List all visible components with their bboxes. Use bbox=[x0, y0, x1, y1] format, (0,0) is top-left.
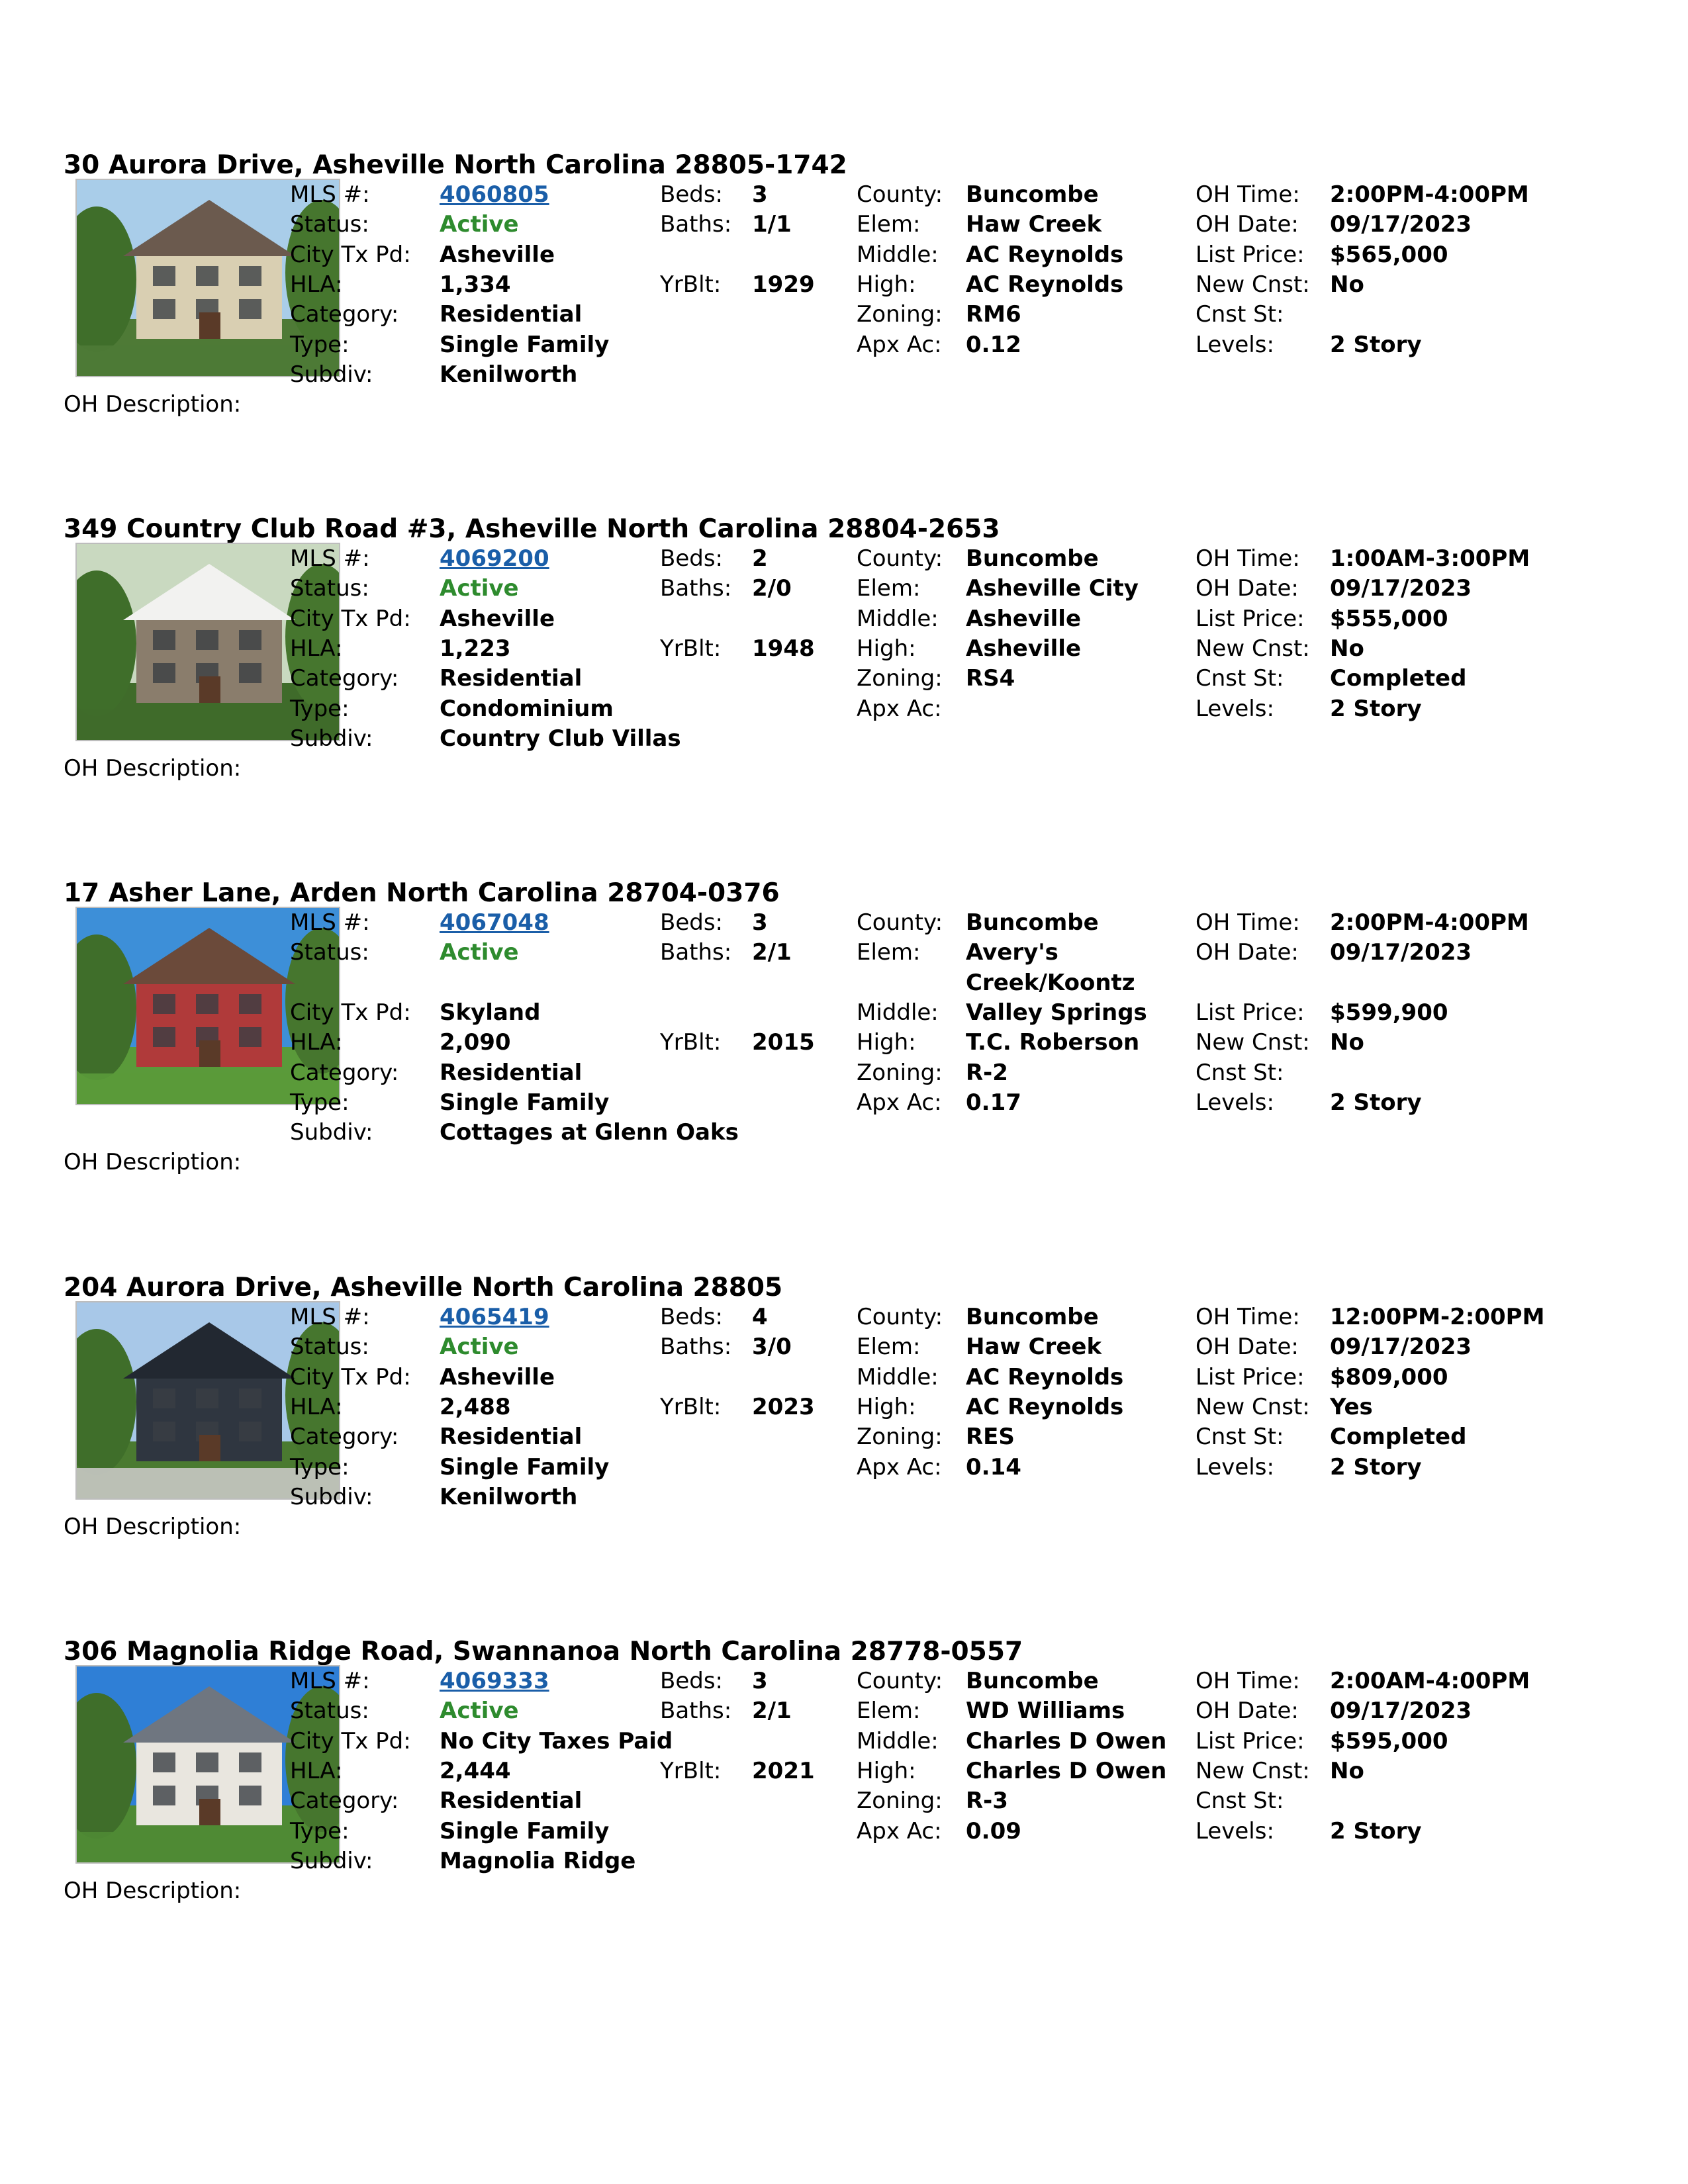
category-label: Category: bbox=[290, 665, 399, 692]
yrblt-value: 1948 bbox=[752, 635, 815, 662]
oh-date-label: OH Date: bbox=[1196, 939, 1299, 966]
city-tx-label: City Tx Pd: bbox=[290, 1727, 411, 1754]
hla-value: 2,090 bbox=[440, 1029, 511, 1056]
listing-address: 17 Asher Lane, Arden North Carolina 28704-0376 bbox=[64, 878, 780, 908]
city-tx-value: No City Taxes Paid bbox=[440, 1727, 673, 1754]
baths-label: Baths: bbox=[660, 939, 732, 966]
high-value: Charles D Owen bbox=[966, 1757, 1167, 1784]
type-value: Single Family bbox=[440, 1089, 610, 1116]
oh-time-value: 2:00PM-4:00PM bbox=[1330, 909, 1529, 936]
oh-time-value: 2:00PM-4:00PM bbox=[1330, 181, 1529, 208]
levels-label: Levels: bbox=[1196, 1089, 1274, 1116]
beds-value: 3 bbox=[752, 1668, 768, 1694]
list-price-value: $809,000 bbox=[1330, 1363, 1448, 1390]
hla-value: 1,334 bbox=[440, 271, 511, 298]
yrblt-value: 2021 bbox=[752, 1757, 815, 1784]
levels-value: 2 Story bbox=[1330, 1089, 1422, 1116]
middle-value: Valley Springs bbox=[966, 999, 1147, 1026]
apx-ac-value: 0.09 bbox=[966, 1817, 1021, 1844]
county-value: Buncombe bbox=[966, 1668, 1099, 1694]
type-label: Type: bbox=[290, 331, 350, 358]
oh-time-label: OH Time: bbox=[1196, 1668, 1300, 1694]
status-value: Active bbox=[440, 1698, 519, 1725]
yrblt-value: 1929 bbox=[752, 271, 815, 298]
list-price-value: $555,000 bbox=[1330, 605, 1448, 632]
elem-value: Asheville City bbox=[966, 575, 1139, 602]
oh-time-value: 2:00AM-4:00PM bbox=[1330, 1668, 1530, 1694]
county-label: County: bbox=[857, 181, 943, 208]
listing-card bbox=[64, 514, 1652, 805]
middle-label: Middle: bbox=[857, 605, 939, 632]
cnst-st-value: Completed bbox=[1330, 1424, 1467, 1451]
apx-ac-label: Apx Ac: bbox=[857, 695, 942, 722]
subdiv-value: Country Club Villas bbox=[440, 725, 681, 752]
oh-description-label: OH Description: bbox=[64, 755, 242, 782]
baths-value: 2/1 bbox=[752, 1698, 792, 1725]
levels-value: 2 Story bbox=[1330, 1453, 1422, 1480]
oh-date-value: 09/17/2023 bbox=[1330, 1334, 1472, 1361]
baths-label: Baths: bbox=[660, 211, 732, 238]
new-cnst-label: New Cnst: bbox=[1196, 635, 1310, 662]
beds-label: Beds: bbox=[660, 909, 723, 936]
zoning-value: R-3 bbox=[966, 1788, 1008, 1815]
listing-address: 306 Magnolia Ridge Road, Swannanoa North Carolina 28778-0557 bbox=[64, 1637, 1023, 1666]
beds-label: Beds: bbox=[660, 1304, 723, 1330]
list-price-label: List Price: bbox=[1196, 1727, 1305, 1754]
middle-value: AC Reynolds bbox=[966, 1363, 1124, 1390]
county-label: County: bbox=[857, 909, 943, 936]
mls-number-link[interactable]: 4067048 bbox=[440, 909, 549, 936]
hla-value: 1,223 bbox=[440, 635, 511, 662]
middle-label: Middle: bbox=[857, 1727, 939, 1754]
list-price-value: $599,900 bbox=[1330, 999, 1448, 1026]
listing-card bbox=[64, 1272, 1652, 1563]
type-value: Single Family bbox=[440, 1817, 610, 1844]
status-value: Active bbox=[440, 1334, 519, 1361]
new-cnst-label: New Cnst: bbox=[1196, 1029, 1310, 1056]
zoning-label: Zoning: bbox=[857, 301, 943, 328]
type-label: Type: bbox=[290, 1453, 350, 1480]
subdiv-label: Subdiv: bbox=[290, 1119, 373, 1146]
oh-date-label: OH Date: bbox=[1196, 1698, 1299, 1725]
new-cnst-value: Yes bbox=[1330, 1393, 1373, 1420]
levels-label: Levels: bbox=[1196, 695, 1274, 722]
new-cnst-value: No bbox=[1330, 271, 1364, 298]
hla-value: 2,444 bbox=[440, 1757, 511, 1784]
yrblt-label: YrBlt: bbox=[660, 1393, 722, 1420]
list-price-value: $565,000 bbox=[1330, 241, 1448, 268]
list-price-label: List Price: bbox=[1196, 1363, 1305, 1390]
middle-label: Middle: bbox=[857, 999, 939, 1026]
subdiv-label: Subdiv: bbox=[290, 1483, 373, 1510]
new-cnst-value: No bbox=[1330, 1029, 1364, 1056]
baths-value: 3/0 bbox=[752, 1334, 792, 1361]
high-label: High: bbox=[857, 1393, 916, 1420]
subdiv-label: Subdiv: bbox=[290, 1847, 373, 1874]
category-label: Category: bbox=[290, 1424, 399, 1451]
category-value: Residential bbox=[440, 1788, 583, 1815]
city-tx-label: City Tx Pd: bbox=[290, 999, 411, 1026]
high-label: High: bbox=[857, 635, 916, 662]
oh-time-value: 1:00AM-3:00PM bbox=[1330, 545, 1530, 572]
high-label: High: bbox=[857, 1029, 916, 1056]
apx-ac-label: Apx Ac: bbox=[857, 1453, 942, 1480]
subdiv-value: Magnolia Ridge bbox=[440, 1847, 636, 1874]
listing-address: 204 Aurora Drive, Asheville North Carolina 28805 bbox=[64, 1273, 783, 1302]
hla-label: HLA: bbox=[290, 1757, 343, 1784]
elem-label: Elem: bbox=[857, 1698, 921, 1725]
high-value: AC Reynolds bbox=[966, 1393, 1124, 1420]
listing-card bbox=[64, 150, 1652, 441]
status-label: Status: bbox=[290, 575, 369, 602]
high-value: Asheville bbox=[966, 635, 1082, 662]
type-value: Single Family bbox=[440, 1453, 610, 1480]
beds-label: Beds: bbox=[660, 181, 723, 208]
yrblt-label: YrBlt: bbox=[660, 1757, 722, 1784]
type-label: Type: bbox=[290, 1089, 350, 1116]
mls-label: MLS #: bbox=[290, 1668, 370, 1694]
oh-date-value: 09/17/2023 bbox=[1330, 1698, 1472, 1725]
status-label: Status: bbox=[290, 1334, 369, 1361]
levels-label: Levels: bbox=[1196, 331, 1274, 358]
status-label: Status: bbox=[290, 1698, 369, 1725]
list-price-label: List Price: bbox=[1196, 999, 1305, 1026]
baths-label: Baths: bbox=[660, 575, 732, 602]
levels-value: 2 Story bbox=[1330, 695, 1422, 722]
subdiv-value: Kenilworth bbox=[440, 361, 578, 388]
status-value: Active bbox=[440, 575, 519, 602]
status-label: Status: bbox=[290, 939, 369, 966]
city-tx-value: Asheville bbox=[440, 605, 555, 632]
category-value: Residential bbox=[440, 1059, 583, 1086]
elem-label: Elem: bbox=[857, 211, 921, 238]
category-label: Category: bbox=[290, 301, 399, 328]
oh-description-label: OH Description: bbox=[64, 1514, 242, 1541]
mls-label: MLS #: bbox=[290, 181, 370, 208]
listing-address: 349 Country Club Road #3, Asheville North Carolina 28804-2653 bbox=[64, 514, 1000, 544]
subdiv-label: Subdiv: bbox=[290, 361, 373, 388]
status-label: Status: bbox=[290, 211, 369, 238]
oh-time-label: OH Time: bbox=[1196, 181, 1300, 208]
middle-value: AC Reynolds bbox=[966, 241, 1124, 268]
new-cnst-label: New Cnst: bbox=[1196, 1393, 1310, 1420]
baths-label: Baths: bbox=[660, 1334, 732, 1361]
zoning-label: Zoning: bbox=[857, 1059, 943, 1086]
zoning-value: R-2 bbox=[966, 1059, 1008, 1086]
mls-number-link[interactable]: 4069333 bbox=[440, 1668, 549, 1694]
subdiv-label: Subdiv: bbox=[290, 725, 373, 752]
county-label: County: bbox=[857, 545, 943, 572]
middle-label: Middle: bbox=[857, 241, 939, 268]
beds-value: 3 bbox=[752, 181, 768, 208]
oh-date-value: 09/17/2023 bbox=[1330, 211, 1472, 238]
listing-card bbox=[64, 878, 1652, 1176]
oh-date-value: 09/17/2023 bbox=[1330, 575, 1472, 602]
yrblt-label: YrBlt: bbox=[660, 635, 722, 662]
zoning-value: RM6 bbox=[966, 301, 1021, 328]
county-value: Buncombe bbox=[966, 1304, 1099, 1330]
oh-time-label: OH Time: bbox=[1196, 1304, 1300, 1330]
city-tx-label: City Tx Pd: bbox=[290, 241, 411, 268]
mls-number-link[interactable]: 4060805 bbox=[440, 181, 549, 208]
beds-value: 4 bbox=[752, 1304, 768, 1330]
hla-value: 2,488 bbox=[440, 1393, 511, 1420]
levels-label: Levels: bbox=[1196, 1817, 1274, 1844]
elem-value-line2: Creek/Koontz bbox=[966, 969, 1135, 996]
status-value: Active bbox=[440, 939, 519, 966]
high-label: High: bbox=[857, 271, 916, 298]
oh-date-label: OH Date: bbox=[1196, 1334, 1299, 1361]
oh-date-label: OH Date: bbox=[1196, 575, 1299, 602]
county-label: County: bbox=[857, 1668, 943, 1694]
yrblt-value: 2015 bbox=[752, 1029, 815, 1056]
category-label: Category: bbox=[290, 1788, 399, 1815]
mls-label: MLS #: bbox=[290, 1304, 370, 1330]
mls-label: MLS #: bbox=[290, 909, 370, 936]
city-tx-label: City Tx Pd: bbox=[290, 1363, 411, 1390]
apx-ac-label: Apx Ac: bbox=[857, 331, 942, 358]
cnst-st-label: Cnst St: bbox=[1196, 1424, 1284, 1451]
apx-ac-value: 0.12 bbox=[966, 331, 1021, 358]
hla-label: HLA: bbox=[290, 1393, 343, 1420]
cnst-st-value: Completed bbox=[1330, 665, 1467, 692]
hla-label: HLA: bbox=[290, 635, 343, 662]
county-value: Buncombe bbox=[966, 909, 1099, 936]
baths-value: 1/1 bbox=[752, 211, 792, 238]
county-label: County: bbox=[857, 1304, 943, 1330]
type-label: Type: bbox=[290, 1817, 350, 1844]
hla-label: HLA: bbox=[290, 1029, 343, 1056]
zoning-value: RES bbox=[966, 1424, 1015, 1451]
apx-ac-value: 0.14 bbox=[966, 1453, 1021, 1480]
apx-ac-label: Apx Ac: bbox=[857, 1817, 942, 1844]
beds-value: 2 bbox=[752, 545, 768, 572]
oh-time-value: 12:00PM-2:00PM bbox=[1330, 1304, 1545, 1330]
county-value: Buncombe bbox=[966, 181, 1099, 208]
listing-card bbox=[64, 1636, 1652, 1927]
apx-ac-label: Apx Ac: bbox=[857, 1089, 942, 1116]
zoning-label: Zoning: bbox=[857, 665, 943, 692]
status-value: Active bbox=[440, 211, 519, 238]
elem-value: Haw Creek bbox=[966, 211, 1102, 238]
new-cnst-label: New Cnst: bbox=[1196, 1757, 1310, 1784]
oh-date-label: OH Date: bbox=[1196, 211, 1299, 238]
cnst-st-label: Cnst St: bbox=[1196, 665, 1284, 692]
city-tx-value: Asheville bbox=[440, 241, 555, 268]
zoning-label: Zoning: bbox=[857, 1424, 943, 1451]
middle-value: Asheville bbox=[966, 605, 1082, 632]
yrblt-label: YrBlt: bbox=[660, 1029, 722, 1056]
city-tx-value: Skyland bbox=[440, 999, 541, 1026]
cnst-st-label: Cnst St: bbox=[1196, 301, 1284, 328]
elem-label: Elem: bbox=[857, 939, 921, 966]
hla-label: HLA: bbox=[290, 271, 343, 298]
subdiv-value: Kenilworth bbox=[440, 1483, 578, 1510]
city-tx-label: City Tx Pd: bbox=[290, 605, 411, 632]
high-value: AC Reynolds bbox=[966, 271, 1124, 298]
middle-value: Charles D Owen bbox=[966, 1727, 1167, 1754]
elem-value: Haw Creek bbox=[966, 1334, 1102, 1361]
elem-label: Elem: bbox=[857, 1334, 921, 1361]
baths-value: 2/0 bbox=[752, 575, 792, 602]
apx-ac-value: 0.17 bbox=[966, 1089, 1021, 1116]
mls-label: MLS #: bbox=[290, 545, 370, 572]
yrblt-value: 2023 bbox=[752, 1393, 815, 1420]
type-label: Type: bbox=[290, 695, 350, 722]
oh-description-label: OH Description: bbox=[64, 1149, 242, 1176]
new-cnst-value: No bbox=[1330, 635, 1364, 662]
elem-value: Avery's bbox=[966, 939, 1058, 966]
category-label: Category: bbox=[290, 1059, 399, 1086]
listing-address: 30 Aurora Drive, Asheville North Carolina 28805-1742 bbox=[64, 150, 847, 180]
list-price-label: List Price: bbox=[1196, 241, 1305, 268]
cnst-st-label: Cnst St: bbox=[1196, 1059, 1284, 1086]
cnst-st-label: Cnst St: bbox=[1196, 1788, 1284, 1815]
levels-value: 2 Story bbox=[1330, 331, 1422, 358]
mls-number-link[interactable]: 4065419 bbox=[440, 1304, 549, 1330]
high-value: T.C. Roberson bbox=[966, 1029, 1140, 1056]
middle-label: Middle: bbox=[857, 1363, 939, 1390]
type-value: Single Family bbox=[440, 331, 610, 358]
beds-label: Beds: bbox=[660, 1668, 723, 1694]
county-value: Buncombe bbox=[966, 545, 1099, 572]
category-value: Residential bbox=[440, 1424, 583, 1451]
oh-time-label: OH Time: bbox=[1196, 909, 1300, 936]
baths-value: 2/1 bbox=[752, 939, 792, 966]
list-price-label: List Price: bbox=[1196, 605, 1305, 632]
levels-value: 2 Story bbox=[1330, 1817, 1422, 1844]
yrblt-label: YrBlt: bbox=[660, 271, 722, 298]
oh-date-value: 09/17/2023 bbox=[1330, 939, 1472, 966]
elem-value: WD Williams bbox=[966, 1698, 1125, 1725]
city-tx-value: Asheville bbox=[440, 1363, 555, 1390]
category-value: Residential bbox=[440, 301, 583, 328]
beds-value: 3 bbox=[752, 909, 768, 936]
beds-label: Beds: bbox=[660, 545, 723, 572]
subdiv-value: Cottages at Glenn Oaks bbox=[440, 1119, 739, 1146]
oh-description-label: OH Description: bbox=[64, 391, 242, 418]
category-value: Residential bbox=[440, 665, 583, 692]
oh-description-label: OH Description: bbox=[64, 1878, 242, 1905]
list-price-value: $595,000 bbox=[1330, 1727, 1448, 1754]
high-label: High: bbox=[857, 1757, 916, 1784]
mls-number-link[interactable]: 4069200 bbox=[440, 545, 549, 572]
zoning-value: RS4 bbox=[966, 665, 1015, 692]
levels-label: Levels: bbox=[1196, 1453, 1274, 1480]
oh-time-label: OH Time: bbox=[1196, 545, 1300, 572]
elem-label: Elem: bbox=[857, 575, 921, 602]
zoning-label: Zoning: bbox=[857, 1788, 943, 1815]
baths-label: Baths: bbox=[660, 1698, 732, 1725]
new-cnst-label: New Cnst: bbox=[1196, 271, 1310, 298]
type-value: Condominium bbox=[440, 695, 614, 722]
new-cnst-value: No bbox=[1330, 1757, 1364, 1784]
